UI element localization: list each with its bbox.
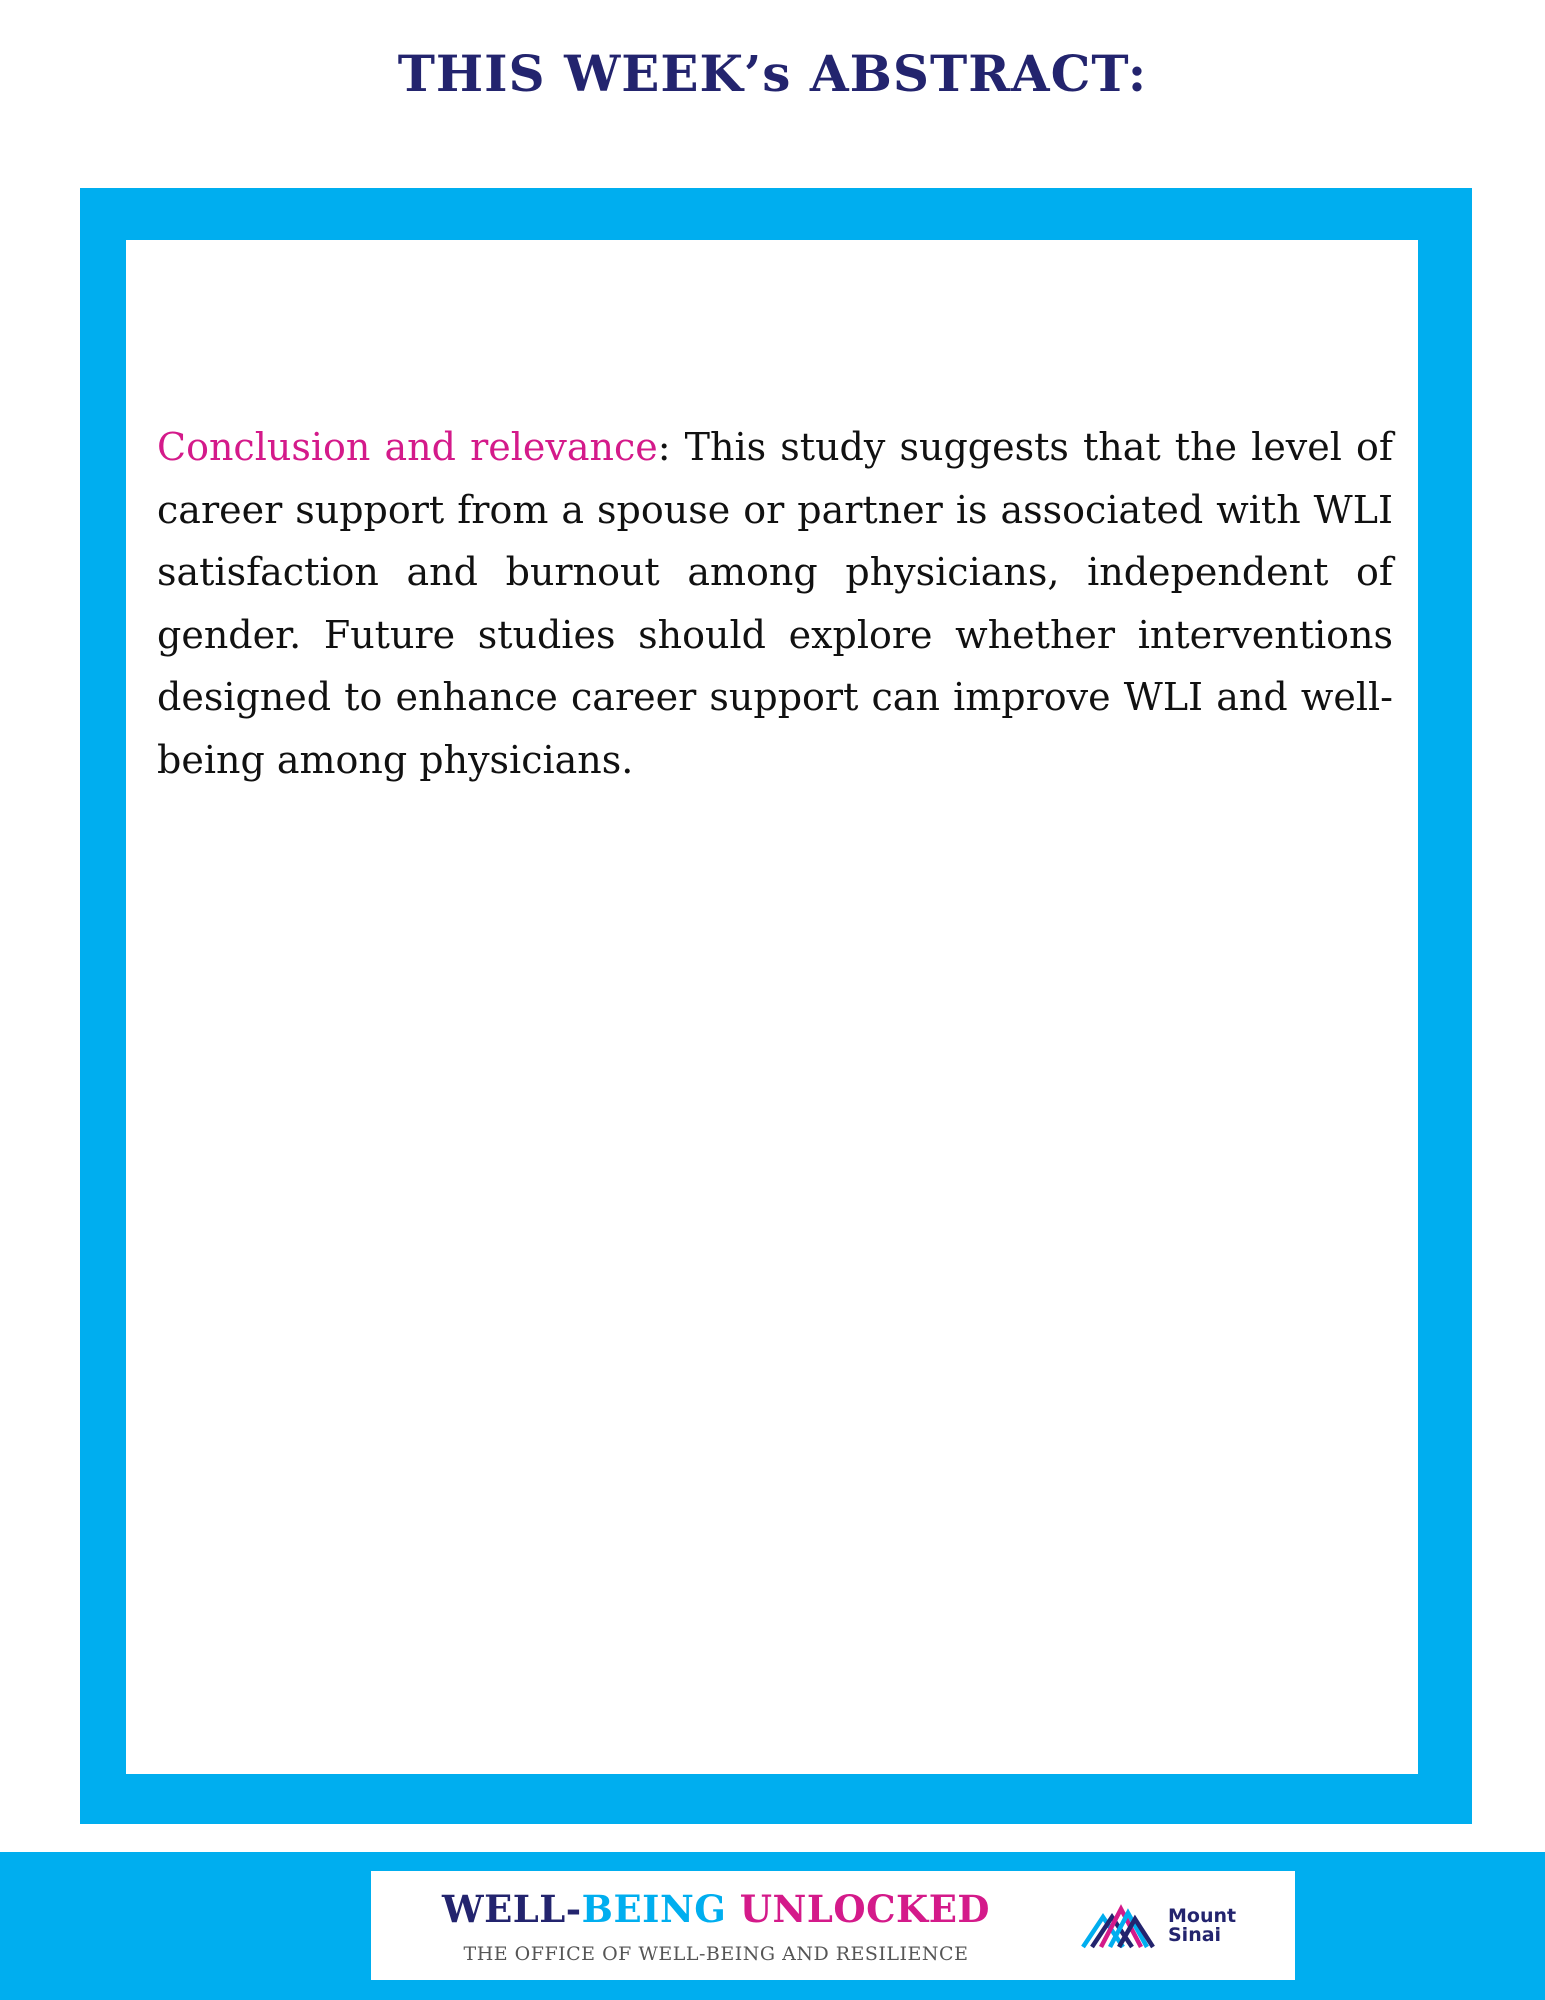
- logo-wordmark: [1168, 1907, 1236, 1945]
- abstract-frame: [80, 188, 1472, 1824]
- footer-card: [371, 1871, 1295, 1980]
- footer-band: [0, 1852, 1545, 2000]
- heading-separator: :: [657, 425, 671, 469]
- brand-title: [371, 1887, 1061, 1931]
- brand-being: BEING: [581, 1887, 727, 1931]
- mount-sinai-icon: [1081, 1899, 1159, 1949]
- abstract-panel: [126, 240, 1418, 1774]
- mount-sinai-logo: [1081, 1895, 1281, 1955]
- abstract-paragraph: [157, 416, 1393, 791]
- page-title: THIS WEEK’s ABSTRACT:: [397, 44, 1148, 103]
- abstract-body: This study suggests that the level of career support from a spouse or partner is associated with WLI satisfaction and burnout among physicians, independent of gender. Future studies should explore whether interventions designed to enhance career support can improve WLI and well-being among physicians.: [157, 425, 1393, 782]
- brand-subtitle: THE OFFICE OF WELL-BEING AND RESILIENCE: [463, 1943, 969, 1965]
- logo-line-sinai: Sinai: [1168, 1924, 1222, 1946]
- logo-line-mount: Mount: [1168, 1905, 1237, 1927]
- brand-well: WELL-: [442, 1887, 582, 1931]
- conclusion-heading: Conclusion and relevance: [157, 425, 658, 469]
- brand-unlocked: UNLOCKED: [726, 1887, 990, 1931]
